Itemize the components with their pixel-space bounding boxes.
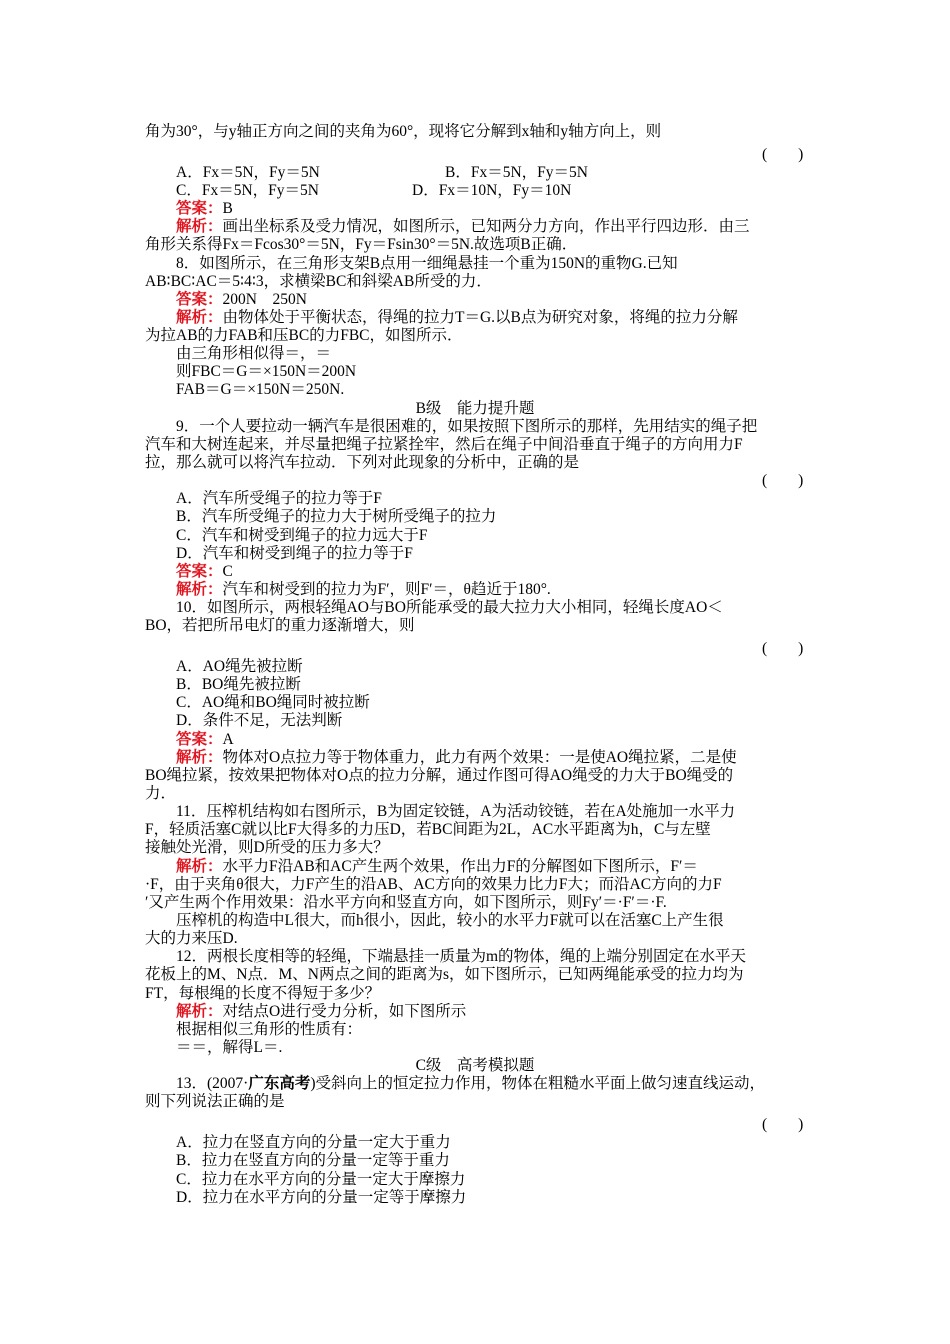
analysis-text: 汽车和树受到的拉力为F′，则F′＝，θ趋近于180°.	[222, 581, 551, 598]
text-line: 拉，那么就可以将汽车拉动．下列对此现象的分析中，正确的是	[145, 454, 580, 471]
text-line: 则FBC＝G＝×150N＝200N	[176, 363, 357, 380]
section-heading-b: B级 能力提升题	[415, 400, 535, 417]
text-line: 压榨机的构造中L很大，而h很小，因此，较小的水平力F就可以在活塞C上产生很	[176, 912, 724, 929]
question-text: )受斜向上的恒定拉力作用，物体在粗糙水平面上做匀速直线运动，	[310, 1075, 766, 1092]
analysis-text: 画出坐标系及受力情况，如图所示，已知两分力方向，作出平行四边形．由三	[222, 218, 750, 235]
answer-value: C	[222, 563, 233, 580]
question-10: 10．如图所示，两根轻绳AO与BO所能承受的最大拉力大小相同，轻绳长度AO＜	[176, 599, 723, 616]
text-line: 汽车和大树连起来，并尽量把绳子拉紧拴牢，然后在绳子中间沿垂直于绳子的方向用力F	[145, 436, 743, 453]
text-line: BO，若把所吊电灯的重力逐渐增大，则	[145, 617, 415, 634]
text-line: AB∶BC∶AC＝5∶4∶3，求横梁BC和斜梁AB所受的力．	[145, 273, 492, 290]
answer-line	[176, 291, 307, 309]
answer-line	[176, 563, 233, 581]
answer-blank: ( )	[762, 1116, 804, 1133]
option-a: A．拉力在竖直方向的分量一定大于重力	[176, 1134, 451, 1151]
text-line: 则下列说法正确的是	[145, 1093, 285, 1110]
analysis-line	[176, 581, 551, 599]
answer-value: A	[222, 731, 234, 748]
question-number: 13．(2007·	[176, 1075, 249, 1092]
option-c: C．AO绳和BO绳同时被拉断	[176, 694, 370, 711]
text-line: FAB＝G＝×150N＝250N.	[176, 381, 345, 398]
text-line: 根据相似三角形的性质有：	[176, 1021, 363, 1038]
answer-label: 答案：	[176, 291, 223, 308]
option-d: D．汽车和树受到绳子的拉力等于F	[176, 545, 413, 562]
analysis-label: 解析：	[176, 1003, 223, 1020]
text-line: ·F，由于夹角θ很大，力F产生的沿AB、AC方向的效果力比力F大；而沿AC方向的力F	[145, 876, 722, 893]
analysis-label: 解析：	[176, 218, 223, 235]
analysis-text: 物体对O点拉力等于物体重力，此力有两个效果：一是使AO绳拉紧，二是使	[222, 749, 737, 766]
answer-label: 答案：	[176, 563, 223, 580]
question-12: 12．两根长度相等的轻绳，下端悬挂一质量为m的物体，绳的上端分别固定在水平天	[176, 948, 747, 965]
exam-source: 广东高考	[248, 1075, 311, 1092]
text-line: BO绳拉紧，按效果把物体对O点的拉力分解，通过作图可得AO绳受的力大于BO绳受的	[145, 767, 734, 784]
analysis-label: 解析：	[176, 309, 223, 326]
analysis-text: 由物体处于平衡状态，得绳的拉力T＝G.以B点为研究对象，将绳的拉力分解	[222, 309, 738, 326]
option-c: C．汽车和树受到绳子的拉力远大于F	[176, 527, 428, 544]
analysis-line	[176, 858, 698, 876]
answer-label: 答案：	[176, 200, 223, 217]
option-b: B．汽车所受绳子的拉力大于树所受绳子的拉力	[176, 508, 497, 525]
answer-label: 答案：	[176, 731, 223, 748]
option-a: A．Fx＝5N，Fy＝5N	[176, 164, 320, 181]
analysis-label: 解析：	[176, 749, 223, 766]
text-line: 角为30°，与y轴正方向之间的夹角为60°，现将它分解到x轴和y轴方向上，则	[145, 123, 662, 140]
option-b: B．BO绳先被拉断	[176, 676, 301, 693]
text-line: F，轻质活塞C就以比F大得多的力压D，若BC间距为2L，AC水平距离为h，C与左壁	[145, 821, 711, 838]
option-d: D．拉力在水平方向的分量一定等于摩擦力	[176, 1189, 467, 1206]
analysis-line	[176, 749, 737, 767]
question-8: 8．如图所示，在三角形支架B点用一细绳悬挂一个重为150N的重物G.已知	[176, 255, 678, 272]
text-line: 力．	[145, 785, 177, 802]
answer-line	[176, 731, 234, 749]
question-13	[176, 1075, 765, 1093]
text-line: 接触处光滑，则D所受的压力多大？	[145, 839, 389, 856]
answer-blank: ( )	[762, 640, 804, 657]
answer-blank: ( )	[762, 146, 804, 163]
analysis-line	[176, 309, 738, 327]
answer-blank: ( )	[762, 472, 804, 489]
text-line: 角形关系得Fx＝Fcos30°＝5N，Fy＝Fsin30°＝5N.故选项B正确．	[145, 236, 578, 253]
answer-value: 200N 250N	[222, 291, 307, 308]
analysis-label: 解析：	[176, 858, 223, 875]
analysis-text: 水平力F沿AB和AC产生两个效果，作出力F的分解图如下图所示，F′＝	[222, 858, 698, 875]
option-a: A．汽车所受绳子的拉力等于F	[176, 490, 382, 507]
text-line: 花板上的M、N点．M、N两点之间的距离为s，如下图所示，已知两绳能承受的拉力均为	[145, 966, 744, 983]
section-heading-c: C级 高考模拟题	[415, 1057, 535, 1074]
analysis-label: 解析：	[176, 581, 223, 598]
answer-value: B	[222, 200, 233, 217]
text-line: ＝＝，解得L＝.	[176, 1039, 283, 1056]
option-b: B．拉力在竖直方向的分量一定等于重力	[176, 1152, 450, 1169]
text-line: 由三角形相似得＝，＝	[176, 345, 332, 362]
option-c: C．Fx＝5N，Fy＝5N	[176, 182, 319, 199]
answer-line	[176, 200, 233, 218]
question-11: 11．压榨机结构如右图所示，B为固定铰链，A为活动铰链，若在A处施加一水平力	[176, 803, 736, 820]
option-d: D．条件不足，无法判断	[176, 712, 343, 729]
analysis-line	[176, 1003, 466, 1021]
text-line: FT，每根绳的长度不得短于多少？	[145, 985, 381, 1002]
question-9: 9．一个人要拉动一辆汽车是很困难的，如果按照下图所示的那样，先用结实的绳子把	[176, 418, 758, 435]
analysis-line	[176, 218, 750, 236]
option-d: D．Fx＝10N，Fy＝10N	[412, 182, 572, 199]
option-b: B．Fx＝5N，Fy＝5N	[445, 164, 588, 181]
analysis-text: 对结点O进行受力分析，如下图所示	[222, 1003, 467, 1020]
option-a: A．AO绳先被拉断	[176, 658, 303, 675]
text-line: 大的力来压D.	[145, 930, 238, 947]
option-c: C．拉力在水平方向的分量一定大于摩擦力	[176, 1171, 466, 1188]
text-line: 为拉AB的力FAB和压BC的力FBC，如图所示．	[145, 327, 463, 344]
text-line: ′又产生两个作用效果：沿水平方向和竖直方向，如下图所示，则Fy′＝·F′＝·F.	[145, 894, 667, 911]
